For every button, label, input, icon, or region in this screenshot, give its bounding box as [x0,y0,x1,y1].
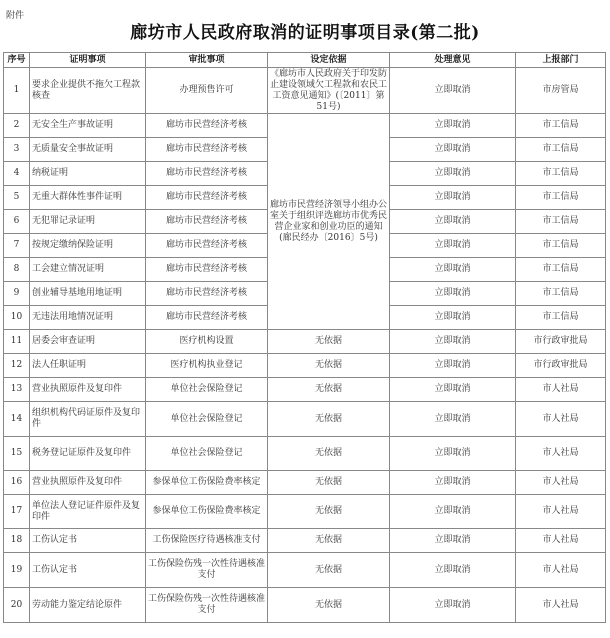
cell-certification-item: 营业执照原件及复印件 [30,471,146,495]
cell-opinion: 立即取消 [390,354,516,378]
cell-department: 市人社局 [516,553,606,588]
cell-opinion: 立即取消 [390,529,516,553]
row-number: 6 [4,210,30,234]
cell-approval-item: 参保单位工伤保险费率核定 [146,471,268,495]
cell-basis-group-2: 廊坊市民营经济领导小组办公室关于组织评选廊坊市优秀民营企业家和创业功臣的通知(廊民经办〔2016〕5号) [268,114,390,330]
cell-certification-item: 居委会审查证明 [30,330,146,354]
cell-approval-item: 廊坊市民营经济考核 [146,234,268,258]
cell-basis-group-1: 《廊坊市人民政府关于印发防止建设领域欠工程款和农民工工资意见通知》(〔2011〕第51号) [268,68,390,114]
table-row [4,553,606,588]
row-number: 11 [4,330,30,354]
certification-items-table [3,52,606,623]
document-title: 廊坊市人民政府取消的证明事项目录(第二批) [130,23,480,43]
row-number: 14 [4,402,30,437]
row-number: 1 [4,68,30,114]
cell-opinion: 立即取消 [390,330,516,354]
row-number: 4 [4,162,30,186]
cell-approval-item: 廊坊市民营经济考核 [146,282,268,306]
cell-approval-item: 工伤保险医疗待遇核准支付 [146,529,268,553]
cell-basis: 无依据 [268,588,390,623]
cell-department: 市人社局 [516,529,606,553]
row-number: 10 [4,306,30,330]
table-row [4,330,606,354]
cell-certification-item: 创业辅导基地用地证明 [30,282,146,306]
table-header-row [4,53,606,68]
row-number: 17 [4,495,30,529]
cell-opinion: 立即取消 [390,114,516,138]
cell-certification-item: 法人任职证明 [30,354,146,378]
table-row [4,495,606,529]
cell-basis: 无依据 [268,378,390,402]
row-number: 2 [4,114,30,138]
cell-approval-item: 工伤保险伤残一次性待遇核准支付 [146,553,268,588]
row-number: 20 [4,588,30,623]
cell-approval-item: 廊坊市民营经济考核 [146,258,268,282]
cell-approval-item: 医疗机构执业登记 [146,354,268,378]
table-row [4,354,606,378]
cell-certification-item: 无违法用地情况证明 [30,306,146,330]
header-basis: 设定依据 [268,53,390,68]
cell-basis: 无依据 [268,330,390,354]
cell-opinion: 立即取消 [390,258,516,282]
cell-certification-item: 无犯罪记录证明 [30,210,146,234]
cell-opinion: 立即取消 [390,471,516,495]
cell-basis: 无依据 [268,471,390,495]
cell-approval-item: 廊坊市民营经济考核 [146,114,268,138]
header-item: 证明事项 [30,53,146,68]
table-row [4,588,606,623]
cell-approval-item: 廊坊市民营经济考核 [146,186,268,210]
cell-certification-item: 营业执照原件及复印件 [30,378,146,402]
cell-department: 市人社局 [516,437,606,471]
table-row [4,437,606,471]
row-number: 5 [4,186,30,210]
cell-opinion: 立即取消 [390,553,516,588]
cell-approval-item: 廊坊市民营经济考核 [146,138,268,162]
cell-approval-item: 廊坊市民营经济考核 [146,162,268,186]
cell-approval-item: 医疗机构设置 [146,330,268,354]
cell-opinion: 立即取消 [390,210,516,234]
cell-basis: 无依据 [268,529,390,553]
cell-department: 市工信局 [516,234,606,258]
row-number: 12 [4,354,30,378]
cell-department: 市人社局 [516,588,606,623]
cell-department: 市工信局 [516,306,606,330]
cell-basis: 无依据 [268,437,390,471]
cell-approval-item: 单位社会保险登记 [146,378,268,402]
row-number: 15 [4,437,30,471]
header-dept: 上报部门 [516,53,606,68]
row-number: 13 [4,378,30,402]
cell-opinion: 立即取消 [390,138,516,162]
header-no: 序号 [4,53,30,68]
cell-department: 市人社局 [516,402,606,437]
cell-approval-item: 单位社会保险登记 [146,402,268,437]
cell-opinion: 立即取消 [390,378,516,402]
cell-basis: 无依据 [268,553,390,588]
cell-department: 市工信局 [516,114,606,138]
table-row [4,529,606,553]
row-number: 8 [4,258,30,282]
cell-certification-item: 要求企业提供不拖欠工程款核查 [30,68,146,114]
cell-approval-item: 单位社会保险登记 [146,437,268,471]
cell-basis: 无依据 [268,354,390,378]
cell-certification-item: 无安全生产事故证明 [30,114,146,138]
cell-opinion: 立即取消 [390,282,516,306]
cell-approval-item: 工伤保险伤残一次性待遇核准支付 [146,588,268,623]
row-number: 9 [4,282,30,306]
row-number: 19 [4,553,30,588]
row-number: 3 [4,138,30,162]
cell-certification-item: 单位法人登记证件原件及复印件 [30,495,146,529]
cell-certification-item: 按规定缴纳保险证明 [30,234,146,258]
table-row [4,402,606,437]
attachment-label: 附件 [6,11,25,21]
table-body [4,68,606,623]
header-approval: 审批事项 [146,53,268,68]
cell-department: 市工信局 [516,258,606,282]
cell-certification-item: 纳税证明 [30,162,146,186]
cell-basis: 无依据 [268,402,390,437]
cell-department: 市工信局 [516,210,606,234]
table-row [4,68,606,114]
header-opinion: 处理意见 [390,53,516,68]
cell-opinion: 立即取消 [390,495,516,529]
cell-department: 市工信局 [516,186,606,210]
cell-opinion: 立即取消 [390,162,516,186]
cell-certification-item: 无重大群体性事件证明 [30,186,146,210]
cell-certification-item: 工伤认定书 [30,529,146,553]
cell-basis: 无依据 [268,495,390,529]
cell-opinion: 立即取消 [390,68,516,114]
cell-department: 市人社局 [516,471,606,495]
cell-approval-item: 办理预售许可 [146,68,268,114]
cell-department: 市工信局 [516,138,606,162]
cell-certification-item: 无质量安全事故证明 [30,138,146,162]
cell-certification-item: 工伤认定书 [30,553,146,588]
cell-opinion: 立即取消 [390,437,516,471]
cell-certification-item: 工会建立情况证明 [30,258,146,282]
cell-department: 市行政审批局 [516,354,606,378]
cell-department: 市行政审批局 [516,330,606,354]
row-number: 18 [4,529,30,553]
cell-opinion: 立即取消 [390,234,516,258]
table-row [4,114,606,138]
cell-opinion: 立即取消 [390,588,516,623]
cell-opinion: 立即取消 [390,306,516,330]
row-number: 7 [4,234,30,258]
cell-approval-item: 参保单位工伤保险费率核定 [146,495,268,529]
cell-department: 市人社局 [516,495,606,529]
cell-opinion: 立即取消 [390,186,516,210]
cell-department: 市房管局 [516,68,606,114]
table-row [4,471,606,495]
cell-approval-item: 廊坊市民营经济考核 [146,210,268,234]
cell-opinion: 立即取消 [390,402,516,437]
cell-department: 市工信局 [516,282,606,306]
cell-certification-item: 税务登记证原件及复印件 [30,437,146,471]
cell-department: 市工信局 [516,162,606,186]
cell-department: 市人社局 [516,378,606,402]
cell-certification-item: 组织机构代码证原件及复印件 [30,402,146,437]
cell-certification-item: 劳动能力鉴定结论原件 [30,588,146,623]
table-row [4,378,606,402]
row-number: 16 [4,471,30,495]
cell-approval-item: 廊坊市民营经济考核 [146,306,268,330]
